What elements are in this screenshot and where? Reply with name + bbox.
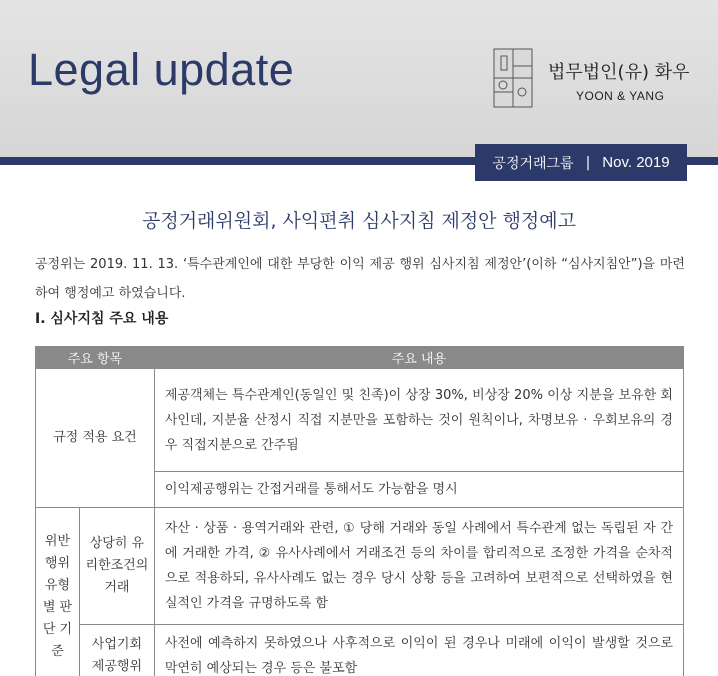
firm-name-english: YOON & YANG [576, 89, 665, 103]
requirement-content-1: 제공객체는 특수관계인(동일인 및 친족)이 상장 30%, 비상장 20% 이상 지분을 보유한 회사인데, 지분율 산정시 직접 지분만을 포함하는 것이 원칙이나, 차명보유 · 우회보유의 경우 직접지분으로 간주됨 [154, 369, 683, 472]
favorable-terms-label: 상당히 유리한조건의 거래 [79, 508, 154, 625]
column-header-content: 주요 내용 [154, 347, 683, 369]
table-header-row [36, 347, 684, 369]
issue-date: Nov. 2019 [602, 154, 670, 171]
intro-paragraph: 공정위는 2019. 11. 13. ‘특수관계인에 대한 부당한 이익 제공 행위 심사지침 제정안’(이하 “심사지침안”)을 마련하여 행정예고 하였습니다. [35, 257, 685, 301]
favorable-terms-content: 자산 · 상품 · 용역거래와 관련, ① 당해 거래와 동일 사례에서 특수관계 없는 독립된 자 간에 거래한 가격, ② 유사사례에서 거래조건 등의 차이를 합리적으로 조정한 가격을 순차적으로 적용하되, 유사사례도 없는 경우 당시 상황 등을 고려하여 보편적으로 선택하였을 현실적인 가격을 규명하도록 함 [154, 508, 683, 625]
requirement-label: 규정 적용 요건 [36, 369, 155, 508]
yoon-yang-logo-icon [493, 48, 533, 108]
firm-name-korean: 법무법인(유) 화우 [548, 62, 690, 83]
business-opportunity-content: 사전에 예측하지 못하였으나 사후적으로 이익이 된 경우나 미래에 이익이 발생할 것으로 막연히 예상되는 경우 등은 불포함 [154, 625, 683, 676]
column-header-item: 주요 항목 [36, 347, 155, 369]
group-name: 공정거래그룹 [492, 155, 574, 172]
group-date-tag [475, 144, 687, 181]
page-title: Legal update [28, 44, 295, 95]
header-banner [0, 0, 718, 157]
table-row [36, 625, 684, 676]
business-opportunity-label: 사업기회 제공행위 [79, 625, 154, 676]
tag-separator: | [585, 154, 591, 171]
table-row [36, 369, 684, 472]
requirement-content-2: 이익제공행위는 간접거래를 통해서도 가능함을 명시 [154, 472, 683, 508]
violation-type-label: 위반 행위 유형별 판단 기준 [36, 508, 80, 676]
document-title: 공정거래위원회, 사익편취 심사지침 제정안 행정예고 [142, 210, 576, 232]
section-heading: I. 심사지침 주요 내용 [35, 311, 169, 327]
table-row [36, 508, 684, 625]
summary-table [35, 346, 684, 676]
